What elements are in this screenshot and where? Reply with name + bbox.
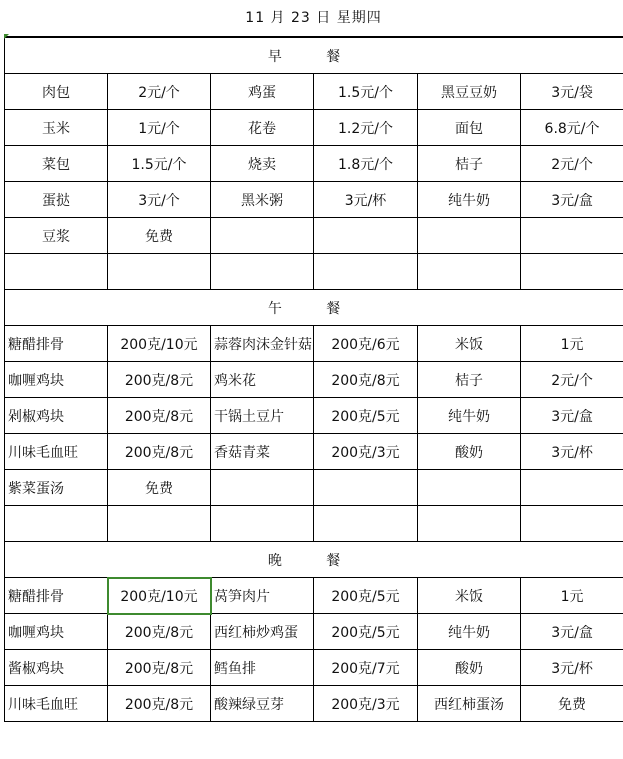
- table-row: [5, 182, 623, 218]
- table-cell[interactable]: 剁椒鸡块: [5, 398, 108, 434]
- table-cell[interactable]: [314, 506, 418, 542]
- table-cell[interactable]: [314, 470, 418, 506]
- table-cell[interactable]: [314, 254, 418, 290]
- table-cell[interactable]: 西红柿炒鸡蛋: [211, 614, 314, 650]
- table-cell[interactable]: 香菇青菜: [211, 434, 314, 470]
- table-cell[interactable]: 纯牛奶: [418, 614, 521, 650]
- spreadsheet: [4, 0, 623, 722]
- table-cell[interactable]: 咖喱鸡块: [5, 614, 108, 650]
- table-cell[interactable]: 川味毛血旺: [5, 434, 108, 470]
- table-cell[interactable]: 3元/盒: [521, 398, 623, 434]
- table-cell[interactable]: 200克/10元: [108, 326, 211, 362]
- table-cell[interactable]: [108, 506, 211, 542]
- table-cell[interactable]: 2元/个: [521, 146, 623, 182]
- table-row: [5, 650, 623, 686]
- table-cell[interactable]: 3元/杯: [314, 182, 418, 218]
- table-cell[interactable]: [108, 254, 211, 290]
- table-cell[interactable]: 200克/8元: [108, 434, 211, 470]
- table-cell[interactable]: 肉包: [5, 74, 108, 110]
- table-cell[interactable]: 3元/盒: [521, 614, 623, 650]
- table-cell[interactable]: 1.8元/个: [314, 146, 418, 182]
- section-header[interactable]: 早 餐: [5, 38, 623, 74]
- table-cell[interactable]: 莴笋肉片: [211, 578, 314, 614]
- table-cell[interactable]: [211, 218, 314, 254]
- table-row: [5, 614, 623, 650]
- table-cell[interactable]: [418, 506, 521, 542]
- table-cell[interactable]: 西红柿蛋汤: [418, 686, 521, 722]
- table-row: [5, 506, 623, 542]
- table-cell[interactable]: 米饭: [418, 578, 521, 614]
- table-cell[interactable]: 200克/3元: [314, 434, 418, 470]
- table-cell[interactable]: 紫菜蛋汤: [5, 470, 108, 506]
- table-cell[interactable]: 黑豆豆奶: [418, 74, 521, 110]
- table-cell[interactable]: 200克/10元: [108, 578, 211, 614]
- menu-table: [4, 37, 623, 722]
- table-cell[interactable]: 菜包: [5, 146, 108, 182]
- cell-corner-marker: [4, 34, 9, 39]
- table-cell[interactable]: 200克/7元: [314, 650, 418, 686]
- table-cell[interactable]: 200克/8元: [314, 362, 418, 398]
- table-cell[interactable]: 烧卖: [211, 146, 314, 182]
- table-cell[interactable]: 3元/个: [108, 182, 211, 218]
- table-cell[interactable]: 免费: [521, 686, 623, 722]
- section-header[interactable]: 晚 餐: [5, 542, 623, 578]
- table-cell[interactable]: 3元/盒: [521, 182, 623, 218]
- table-row: [5, 110, 623, 146]
- table-row: [5, 434, 623, 470]
- table-cell[interactable]: 纯牛奶: [418, 182, 521, 218]
- table-cell[interactable]: 200克/3元: [314, 686, 418, 722]
- table-row: [5, 326, 623, 362]
- table-cell[interactable]: [211, 470, 314, 506]
- table-cell[interactable]: [5, 506, 108, 542]
- table-cell[interactable]: 酱椒鸡块: [5, 650, 108, 686]
- table-cell[interactable]: 咖喱鸡块: [5, 362, 108, 398]
- table-row: [5, 686, 623, 722]
- table-cell[interactable]: 蒜蓉肉沫金针菇: [211, 326, 314, 362]
- table-cell[interactable]: [418, 218, 521, 254]
- table-cell[interactable]: 200克/6元: [314, 326, 418, 362]
- table-cell[interactable]: 面包: [418, 110, 521, 146]
- table-cell[interactable]: 200克/8元: [108, 362, 211, 398]
- table-row: [5, 74, 623, 110]
- table-cell[interactable]: 蛋挞: [5, 182, 108, 218]
- table-cell[interactable]: [5, 254, 108, 290]
- table-cell[interactable]: 鳕鱼排: [211, 650, 314, 686]
- table-cell[interactable]: 200克/5元: [314, 614, 418, 650]
- table-cell[interactable]: 酸奶: [418, 434, 521, 470]
- table-cell[interactable]: 3元/杯: [521, 434, 623, 470]
- table-cell[interactable]: 2元/个: [521, 362, 623, 398]
- table-cell[interactable]: [418, 254, 521, 290]
- table-cell[interactable]: 免费: [108, 218, 211, 254]
- table-cell[interactable]: [521, 470, 623, 506]
- table-cell[interactable]: [314, 218, 418, 254]
- table-cell[interactable]: 桔子: [418, 146, 521, 182]
- table-cell[interactable]: 桔子: [418, 362, 521, 398]
- table-cell[interactable]: 糖醋排骨: [5, 326, 108, 362]
- table-cell[interactable]: 花卷: [211, 110, 314, 146]
- table-cell[interactable]: 玉米: [5, 110, 108, 146]
- table-cell[interactable]: 1元: [521, 326, 623, 362]
- table-cell[interactable]: [521, 254, 623, 290]
- table-cell[interactable]: 纯牛奶: [418, 398, 521, 434]
- table-cell[interactable]: 酸辣绿豆芽: [211, 686, 314, 722]
- table-cell[interactable]: 1元/个: [108, 110, 211, 146]
- table-cell[interactable]: 黑米粥: [211, 182, 314, 218]
- table-row: [5, 218, 623, 254]
- table-row: [5, 254, 623, 290]
- table-cell[interactable]: [211, 506, 314, 542]
- table-cell[interactable]: 1.2元/个: [314, 110, 418, 146]
- table-cell[interactable]: 酸奶: [418, 650, 521, 686]
- table-cell[interactable]: [521, 506, 623, 542]
- table-cell[interactable]: 200克/8元: [108, 614, 211, 650]
- table-cell[interactable]: 200克/8元: [108, 398, 211, 434]
- table-row: [5, 398, 623, 434]
- table-cell[interactable]: 1.5元/个: [108, 146, 211, 182]
- table-cell[interactable]: 3元/杯: [521, 650, 623, 686]
- table-row: [5, 470, 623, 506]
- table-cell[interactable]: [211, 254, 314, 290]
- table-cell[interactable]: 糖醋排骨: [5, 578, 108, 614]
- table-cell[interactable]: 豆浆: [5, 218, 108, 254]
- table-cell[interactable]: 2元/个: [108, 74, 211, 110]
- section-header[interactable]: 午 餐: [5, 290, 623, 326]
- table-row: [5, 362, 623, 398]
- table-cell[interactable]: 鸡米花: [211, 362, 314, 398]
- table-cell[interactable]: 川味毛血旺: [5, 686, 108, 722]
- table-cell[interactable]: 200克/5元: [314, 578, 418, 614]
- table-row: [5, 578, 623, 614]
- table-cell[interactable]: 200克/8元: [108, 650, 211, 686]
- table-cell[interactable]: 200克/8元: [108, 686, 211, 722]
- table-cell[interactable]: 1.5元/个: [314, 74, 418, 110]
- table-cell[interactable]: [521, 218, 623, 254]
- table-cell[interactable]: 200克/5元: [314, 398, 418, 434]
- table-cell[interactable]: 6.8元/个: [521, 110, 623, 146]
- table-cell[interactable]: 1元: [521, 578, 623, 614]
- table-cell[interactable]: 免费: [108, 470, 211, 506]
- table-cell[interactable]: 鸡蛋: [211, 74, 314, 110]
- table-cell[interactable]: 3元/袋: [521, 74, 623, 110]
- table-cell[interactable]: [418, 470, 521, 506]
- table-row: [5, 146, 623, 182]
- sheet-title[interactable]: 11 月 23 日 星期四: [4, 0, 623, 37]
- table-cell[interactable]: 干锅土豆片: [211, 398, 314, 434]
- table-cell[interactable]: 米饭: [418, 326, 521, 362]
